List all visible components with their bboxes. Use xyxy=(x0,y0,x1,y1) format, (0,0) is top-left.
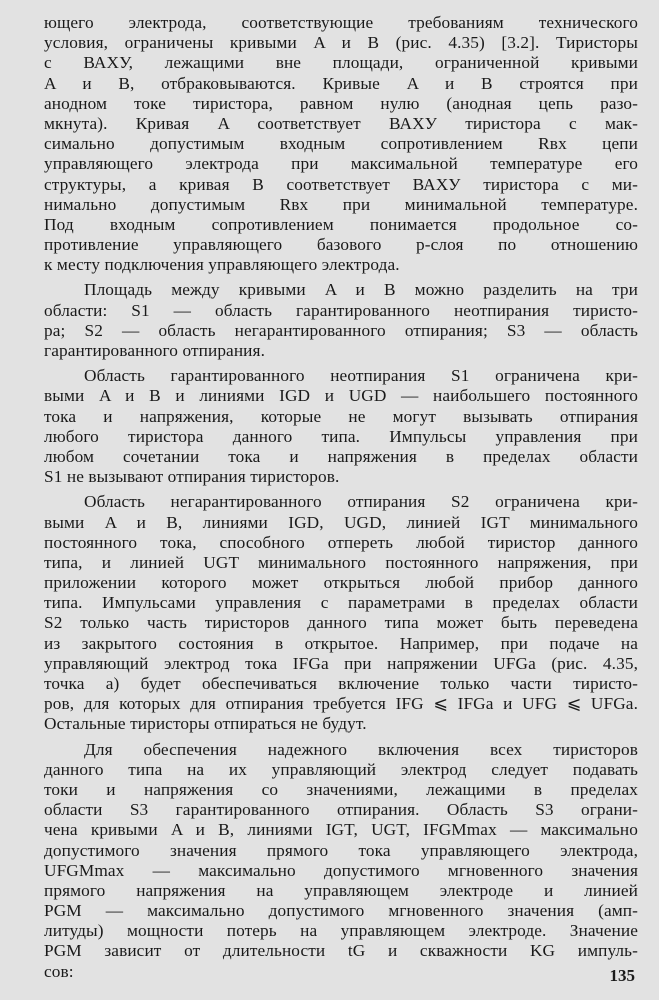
text-line: ющего электрода, соответствующие требованиям технического xyxy=(44,13,638,32)
text-line: допустимого значения прямого тока управляющего электрода, xyxy=(44,840,638,860)
text-line: Остальные тиристоры отпираться не будут. xyxy=(44,714,367,734)
body-text xyxy=(44,13,638,982)
text-line: тока и напряжения, которые не могут вызывать отпирания xyxy=(44,406,638,426)
text-line: с ВАХУ, лежащими вне площади, ограниченной кривыми xyxy=(44,53,638,73)
text-line: управляющий электрод тока IFGa при напряжении UFGa (рис. 4.35, xyxy=(44,653,638,673)
text-line: Под входным сопротивлением понимается продольное со- xyxy=(44,214,638,234)
text-line: области S3 гарантированного отпирания. Область S3 ограни- xyxy=(44,800,638,820)
text-line: типа, и линией UGT минимального постоянного напряжения, при xyxy=(44,552,638,572)
text-line: S1 не вызывают отпирания тиристоров. xyxy=(44,467,340,487)
text-line: структуры, а кривая B соответствует ВАХУ тиристора с ми- xyxy=(44,174,638,194)
text-line: прямого напряжения на управляющем электроде и линией xyxy=(44,880,638,900)
text-line: литуды) мощности потерь на управляющем электроде. Значение xyxy=(44,921,638,941)
text-line: Область негарантированного отпирания S2 ограничена кри- xyxy=(84,492,638,512)
text-line: PGM зависит от длительности tG и скважности KG импуль- xyxy=(44,941,638,961)
text-line: условия, ограничены кривыми A и B (рис. 4.35) [3.2]. Тиристоры xyxy=(44,33,638,53)
text-line: PGM — максимально допустимого мгновенного значения (амп- xyxy=(44,901,638,921)
text-line: гарантированного отпирания. xyxy=(44,341,265,360)
text-line: типа. Импульсами управления с параметрами в пределах области xyxy=(44,593,638,613)
text-line: ров, для которых для отпирания требуется IFG ⩽ IFGa и UFG ⩽ UFGa. xyxy=(44,694,638,714)
text-line: области: S1 — область гарантированного неотпирания тиристо- xyxy=(44,300,638,320)
text-line: анодном токе тиристора, равном нулю (анодная цепь разо- xyxy=(44,93,638,113)
text-line: нимально допустимым Rвх при минимальной температуре. xyxy=(44,194,638,214)
page-number: 135 xyxy=(609,966,635,985)
text-line: Площадь между кривыми A и B можно разделить на три xyxy=(84,280,638,300)
text-line: UFGMmax — максимально допустимого мгновенного значения xyxy=(44,860,638,880)
text-line: симально допустимым входным сопротивлением Rвх цепи xyxy=(44,134,638,154)
text-line: любого тиристора данного типа. Импульсы управления при xyxy=(44,426,638,446)
text-line: постоянного тока, способного отпереть любой тиристор данного xyxy=(44,532,638,552)
text-line: S2 только часть тиристоров данного типа может быть переведена xyxy=(44,613,638,633)
text-line: данного типа на их управляющий электрод следует подавать xyxy=(44,759,638,779)
text-line: Для обеспечения надежного включения всех тиристоров xyxy=(84,739,638,759)
text-line: чена кривыми A и B, линиями IGT, UGT, IFGMmax — максимально xyxy=(44,820,638,840)
text-line: из закрытого состояния в открытое. Например, при подаче на xyxy=(44,633,638,653)
text-line: точка a) будет обеспечиваться включение только части тиристо- xyxy=(44,674,638,693)
text-line: противление управляющего базового p-слоя по отношению xyxy=(44,235,638,255)
text-line: приложении которого может открыться любой прибор данного xyxy=(44,573,638,593)
text-line: к месту подключения управляющего электрода. xyxy=(44,255,400,275)
text-line: выми A и B и линиями IGD и UGD — наибольшего постоянного xyxy=(44,386,638,406)
text-line: токи и напряжения со значениями, лежащими в пределах xyxy=(44,779,638,799)
text-line: A и B, отбраковываются. Кривые A и B строятся при xyxy=(44,73,638,93)
text-line: управляющего электрода при максимальной температуре его xyxy=(44,154,638,174)
text-line: мкнута). Кривая A соответствует ВАХУ тиристора с мак- xyxy=(44,113,638,133)
text-line: выми A и B, линиями IGD, UGD, линией IGT минимального xyxy=(44,512,638,532)
text-line: Область гарантированного неотпирания S1 ограничена кри- xyxy=(84,366,638,386)
text-line: ра; S2 — область негарантированного отпирания; S3 — область xyxy=(44,320,638,340)
text-line: любом сочетании тока и напряжения в пределах области xyxy=(44,446,638,466)
text-line: сов: xyxy=(44,961,74,981)
